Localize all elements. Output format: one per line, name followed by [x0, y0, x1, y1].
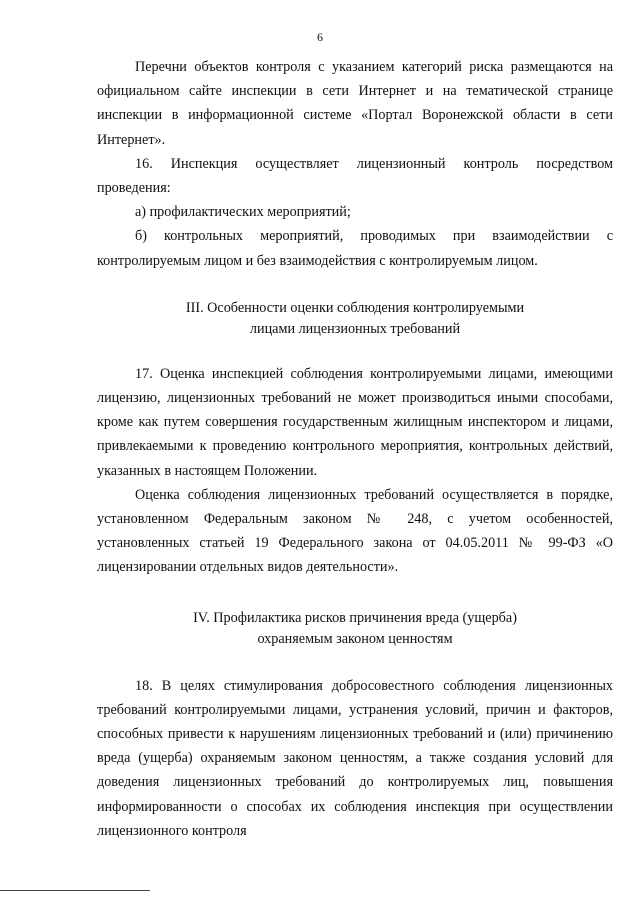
section-3-heading-line1: III. Особенности оценки соблюдения контролируемыми	[185, 299, 525, 316]
spacer	[97, 340, 613, 362]
section-4-heading-line2: охраняемым законом ценностям	[257, 630, 453, 647]
section-4-heading	[97, 608, 613, 650]
section-4-heading-line1: IV. Профилактика рисков причинения вреда (ущерба)	[193, 609, 517, 626]
page-number: 6	[317, 30, 323, 44]
section-3-heading	[97, 298, 613, 340]
paragraph-16a: а) профилактических мероприятий;	[135, 204, 351, 221]
paragraph-risk-lists: Перечни объектов контроля с указанием категорий риска размещаются на официальном сайте инспекции в сети Интернет и на тематической странице инспекции в информационной системе «Портал Воронежской области в сети Интернет».	[97, 59, 613, 148]
paragraph-16: 16. Инспекция осуществляет лицензионный контроль посредством проведения:	[97, 155, 613, 197]
paragraph-17: 17. Оценка инспекцией соблюдения контролируемыми лицами, имеющими лицензию, лицензионных требований не может производиться иными способами, кроме как путем совершения государственным жилищным инспектором и лицами, привлекаемыми к проведению контрольного мероприятия, контрольных действий, указанных в настоящем Положении.	[97, 365, 613, 479]
paragraph-17-assessment: Оценка соблюдения лицензионных требований осуществляется в порядке, установленном Федеральным законом № 248, с учетом особенностей, установленных статьей 19 Федерального закона от 04.05.2011 № 99-ФЗ «О лицензировании отдельных видов деятельности».	[97, 486, 613, 576]
paragraph-18: 18. В целях стимулирования добросовестного соблюдения лицензионных требований контролируемыми лицами, устранения условий, причин и факторов, способных привести к нарушениям лицензионных требований и (или) причинению вреда (ущерба) охраняемым законом ценностям, а также создания условий для доведения лицензионных требований до контролируемых лиц, повышения информированности о способах их соблюдения инспекция при осуществлении лицензионного контроля	[97, 677, 613, 839]
spacer	[97, 650, 613, 674]
spacer	[97, 580, 613, 608]
paragraph-16b: б) контрольных мероприятий, проводимых при взаимодействии с контролируемым лицом и без взаимодействия с контролируемым лицом.	[97, 228, 613, 269]
section-3-heading-line2: лицами лицензионных требований	[249, 320, 461, 337]
spacer	[97, 273, 613, 298]
footer-rule	[0, 890, 150, 891]
document-body	[97, 55, 613, 843]
